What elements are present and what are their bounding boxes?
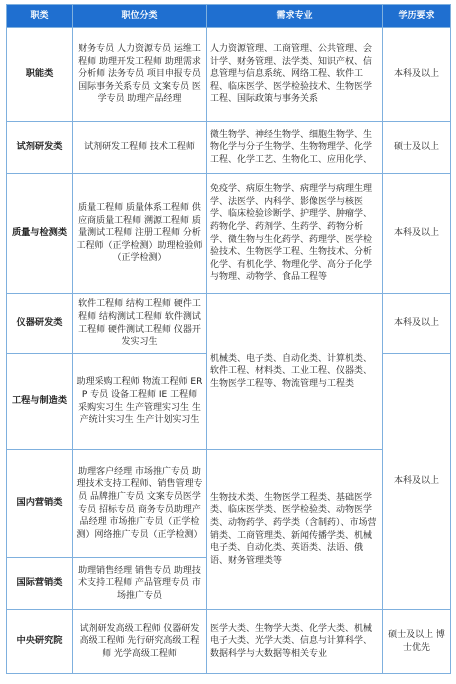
majors-cell: 人力资源管理、工商管理、公共管理、会计学、财务管理、法学类、知识产权、信息管理与信息系统、网络工程、软件工程、临床医学、医学检验技术、生物医学工程、国际政策与事务关系: [207, 28, 383, 122]
header-category: 职类: [7, 5, 73, 28]
category-cell: 国内营销类: [7, 450, 73, 558]
header-education: 学历要求: [383, 5, 451, 28]
table-row: [7, 294, 451, 354]
category-cell: 国际营销类: [7, 558, 73, 610]
category-cell: 仪器研发类: [7, 294, 73, 354]
category-cell: 中央研究院: [7, 610, 73, 674]
header-positions: 职位分类: [73, 5, 207, 28]
table-row: [7, 610, 451, 674]
majors-cell-merged: 机械类、电子类、自动化类、计算机类、软件工程、材料类、工业工程、仪器类、生物医学工程等、物流管理与工程类: [207, 294, 383, 450]
education-cell: 硕士及以上: [383, 122, 451, 174]
table-row: [7, 122, 451, 174]
majors-cell: 免疫学、病原生物学、病理学与病理生理学、法医学、内科学、影像医学与核医学、临床检验诊断学、护理学、肿瘤学、药物化学、药剂学、生药学、药物分析学、微生物与生化药学、药理学、医学检验技术、生物医学工程、生物技术、分析化学、有机化学、物理化学、高分子化学与物理、动物学、食品工程等: [207, 174, 383, 294]
category-cell: 质量与检测类: [7, 174, 73, 294]
education-cell: 本科及以上: [383, 294, 451, 354]
table-header-row: [7, 5, 451, 28]
education-cell: 硕士及以上 博士优先: [383, 610, 451, 674]
job-table-container: [6, 4, 450, 680]
category-cell: 试剂研发类: [7, 122, 73, 174]
majors-cell-merged: 生物技术类、生物医学工程类、基础医学类、临床医学类、医学检验类、动物医学类、动物药学、药学类（含制药）、市场营销类、工商管理类、新闻传播学类、机械电子类、自动化类、英语类、法语、俄语、财务管理类等: [207, 450, 383, 610]
positions-cell: 助理采购工程师 物流工程师 ERP 专员 设备工程师 IE 工程师 采购实习生 生产管理实习生 生产统计实习生 生产计划实习生: [73, 354, 207, 450]
job-requirements-table: [6, 4, 451, 674]
table-row: [7, 174, 451, 294]
education-cell: 本科及以上: [383, 28, 451, 122]
header-majors: 需求专业: [207, 5, 383, 28]
positions-cell: 软件工程师 结构工程师 硬件工程师 结构测试工程师 软件测试工程师 硬件测试工程师 仪器开发实习生: [73, 294, 207, 354]
positions-cell: 试剂研发工程师 技术工程师: [73, 122, 207, 174]
positions-cell: 试剂研发高级工程师 仪器研发高级工程师 先行研究高级工程师 光学高级工程师: [73, 610, 207, 674]
positions-cell: 助理客户经理 市场推广专员 助理技术支持工程师、销售管理专员 品牌推广专员 文案专员医学专员 招标专员 商务专员助理产品经理 市场推广专员（正学检测）网络推广专员（正学检测）: [73, 450, 207, 558]
majors-cell: 医学大类、生物学大类、化学大类、机械电子大类、光学大类、信息与计算科学、数据科学与大数据等相关专业: [207, 610, 383, 674]
education-cell-merged: 本科及以上: [383, 354, 451, 610]
majors-cell: 微生物学、神经生物学、细胞生物学、生物化学与分子生物学、生物物理学、化学工程、化学工艺、生物化工、应用化学、: [207, 122, 383, 174]
positions-cell: 质量工程师 质量体系工程师 供应商质量工程师 溯源工程师 质量测试工程师 注册工程师 分析工程师（正学检测）助理检验师（正学检测）: [73, 174, 207, 294]
table-row: [7, 28, 451, 122]
category-cell: 职能类: [7, 28, 73, 122]
category-cell: 工程与制造类: [7, 354, 73, 450]
education-cell: 本科及以上: [383, 174, 451, 294]
positions-cell: 助理销售经理 销售专员 助理技术支持工程师 产品管理专员 市场推广专员: [73, 558, 207, 610]
positions-cell: 财务专员 人力资源专员 运维工程师 助理开发工程师 助理需求分析师 法务专员 项目申报专员 国际事务关系专员 文案专员 医学专员 助理产品经理: [73, 28, 207, 122]
